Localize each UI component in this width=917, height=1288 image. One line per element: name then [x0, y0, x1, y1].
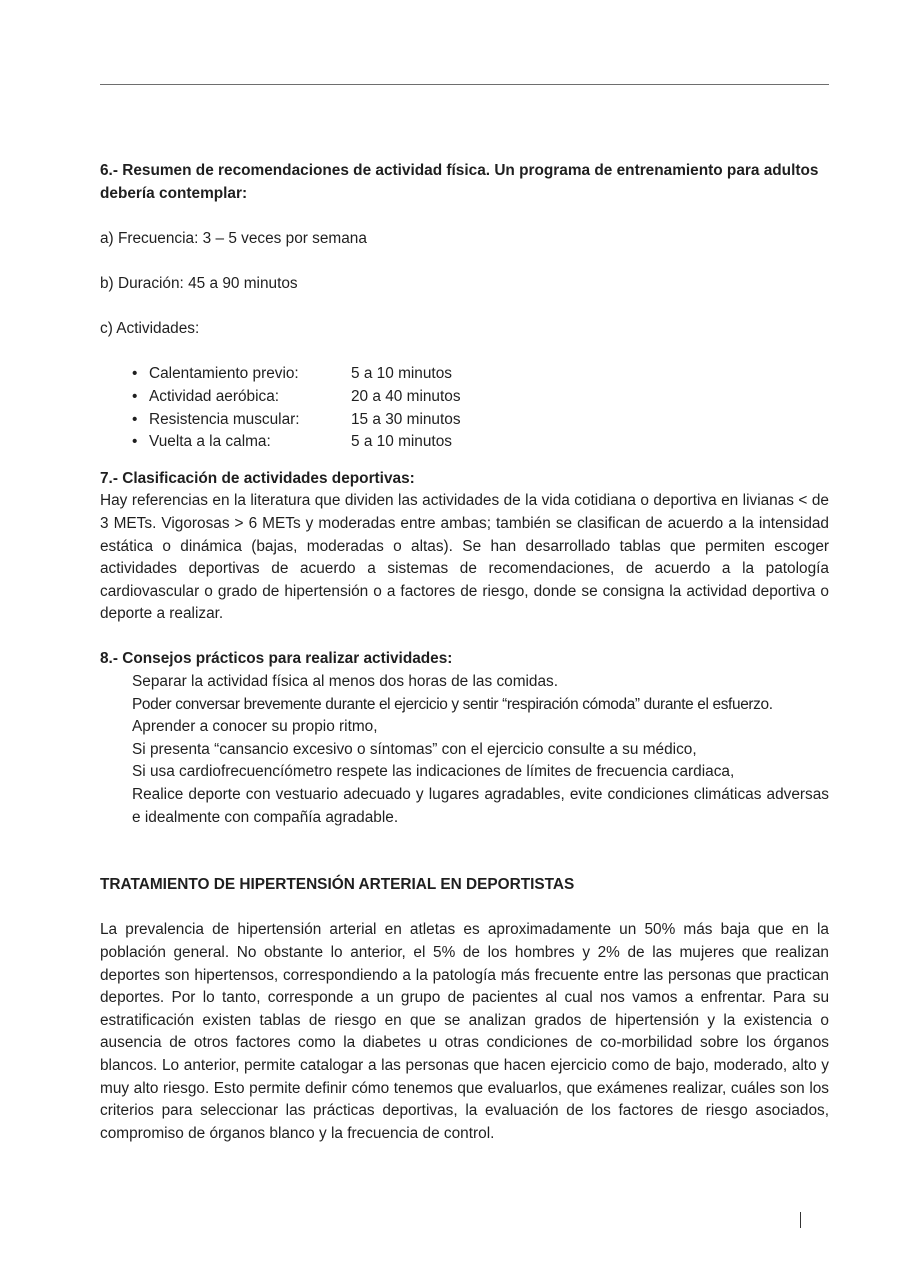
tip-item: Separar la actividad física al menos dos horas de las comidas.: [132, 673, 559, 691]
treatment-body: La prevalencia de hipertensión arterial en atletas es aproximadamente un 50% más baja que en la población general. No obstante lo anterior, el 5% de los hombres y 2% de las mujeres que realizan deportes son hipertensos, correspondiendo a la patología más frecuente entre las personas que practican deportes. Por lo tanto, corresponde a un grupo de pacientes al cual nos vamos a enfrentar. Para su estratificación existen tablas de riesgo en que se analizan grados de hipertensión y la existencia o ausencia de otros factores como la diabetes u otras condiciones de co-morbilidad sobre los órganos blancos. Lo anterior, permite catalogar a las personas que hacen ejercicio como de bajo, moderado, alto y muy alto riesgo. Esto permite definir cómo tenemos que evaluarlos, que exámenes realizar, cuáles son los criterios para seleccionar las prácticas deportivas, la evaluación de los factores de riesgo asociados, compromiso de órganos blanco y la frecuencia de control.: [100, 921, 829, 1142]
tips-list: [100, 671, 829, 829]
header-rule: [100, 84, 829, 85]
tip-item: Realice deporte con vestuario adecuado y lugares agradables, evite condiciones climáticas adversas e idealmente con compañía agradable.: [132, 786, 829, 826]
section7-title: 7.- Clasificación de actividades deportivas:: [100, 469, 415, 487]
tip-item: Aprender a conocer su propio ritmo,: [132, 718, 378, 736]
tip-item: Si presenta “cansancio excesivo o síntomas” con el ejercicio consulte a su médico,: [132, 740, 697, 758]
section6-title: 6.- Resumen de recomendaciones de actividad física. Un programa de entrenamiento para adultos debería contemplar:: [100, 162, 819, 202]
bullet-icon: •: [132, 387, 138, 405]
activity-value: 5 a 10 minutos: [351, 433, 452, 451]
section7-body: Hay referencias en la literatura que dividen las actividades de la vida cotidiana o deportiva en livianas < de 3 METs. Vigorosas > 6 METs y moderadas entre ambas; también se clasifican de acuerdo a la intensidad estática o dinámica (bajas, moderadas o altas). Se han desarrollado tablas que permiten escoger actividades deportivas de acuerdo a sistemas de recomendaciones, de acuerdo a la patología cardiovascular o grado de hipertensión o a factores de riesgo, donde se consigna la actividad deportiva o deporte a realizar.: [100, 492, 829, 623]
duration-line: b) Duración: 45 a 90 minutos: [100, 274, 298, 292]
activity-value: 5 a 10 minutos: [351, 365, 452, 383]
list-item: [132, 431, 829, 454]
activity-label: Actividad aeróbica:: [149, 387, 280, 405]
tip-item: Poder conversar brevemente durante el ejercicio y sentir “respiración cómoda” durante el esfuerzo.: [132, 695, 773, 713]
bullet-icon: •: [132, 365, 138, 383]
treatment-heading: TRATAMIENTO DE HIPERTENSIÓN ARTERIAL EN DEPORTISTAS: [100, 876, 575, 894]
activity-label: Calentamiento previo:: [149, 365, 299, 383]
frequency-line: a) Frecuencia: 3 – 5 veces por semana: [100, 229, 367, 247]
page-content: [100, 160, 829, 1145]
activities-list: [100, 363, 829, 453]
activities-heading: c) Actividades:: [100, 320, 200, 338]
bullet-icon: •: [132, 433, 138, 451]
bullet-icon: •: [132, 410, 138, 428]
list-item: [132, 386, 829, 409]
activity-value: 20 a 40 minutos: [351, 387, 461, 405]
activity-label: Resistencia muscular:: [149, 410, 300, 428]
activity-value: 15 a 30 minutos: [351, 410, 461, 428]
tip-item: Si usa cardiofrecuencíómetro respete las indicaciones de límites de frecuencia cardiaca,: [132, 763, 735, 781]
activity-label: Vuelta a la calma:: [149, 433, 271, 451]
list-item: [132, 409, 829, 432]
list-item: [132, 363, 829, 386]
page-number-divider: [800, 1212, 801, 1228]
section8-title: 8.- Consejos prácticos para realizar actividades:: [100, 650, 453, 668]
